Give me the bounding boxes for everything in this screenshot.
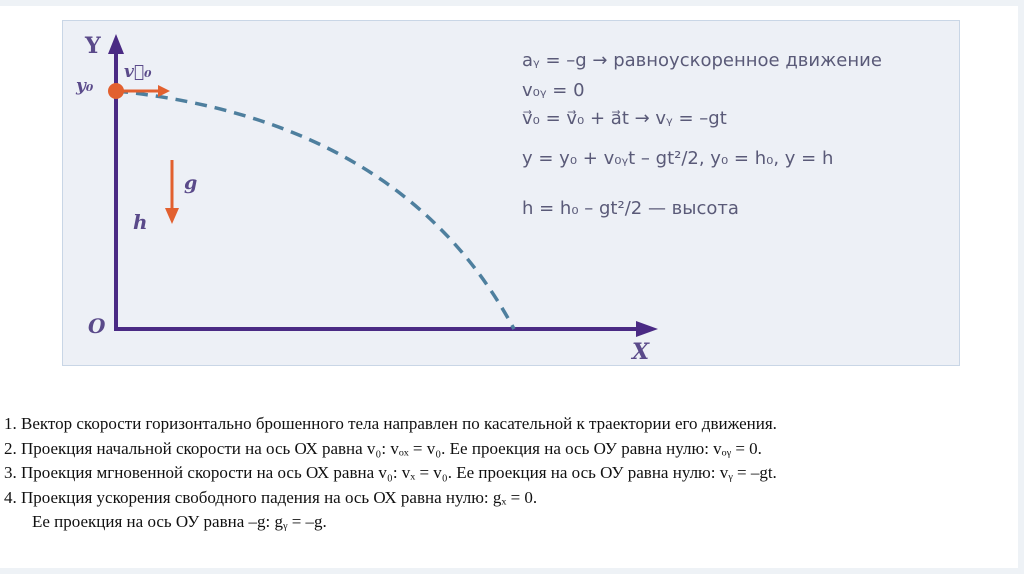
slide-right-border xyxy=(1018,0,1024,574)
y-axis-arrowhead xyxy=(108,34,124,54)
gravity-arrowhead xyxy=(165,208,179,224)
note-item: 3. Проекция мгновенной скорости на ось ОХ равна v₀: vₓ = v₀. Ее проекция на ось ОУ равна нулю: vᵧ = –gt. xyxy=(4,463,777,482)
origin-label: O xyxy=(88,314,106,338)
note-item: Ее проекция на ось ОУ равна –g: gᵧ = –g. xyxy=(32,512,327,531)
start-point xyxy=(108,83,124,99)
height-label: h xyxy=(133,210,148,234)
equation-position: y = y₀ + v₀ᵧt – gt²/2, y₀ = h₀, y = h xyxy=(522,148,834,169)
x-axis-label: X xyxy=(632,339,650,365)
note-item: 1. Вектор скорости горизонтально брошенного тела направлен по касательной к траектории его движения. xyxy=(4,414,777,433)
velocity-arrowhead xyxy=(158,85,170,97)
note-item: 2. Проекция начальной скорости на ось ОХ равна v₀: vₒₓ = v₀. Ее проекция на ось ОУ равна нулю: vₒᵧ = 0. xyxy=(4,438,762,458)
equation-acceleration: aᵧ = –g → равноускоренное движение xyxy=(522,50,882,71)
gravity-label: g xyxy=(184,172,198,194)
equation-height: h = h₀ – gt²/2 — высота xyxy=(522,198,739,219)
note-item: 4. Проекция ускорения свободного падения на ось ОХ равна нулю: gₓ = 0. xyxy=(4,487,538,507)
start-height-label: y₀ xyxy=(76,76,94,96)
y-axis-label: Y xyxy=(85,33,101,59)
slide-bottom-border xyxy=(0,568,1024,574)
velocity-label: v⃗₀ xyxy=(124,62,152,82)
equation-initial-vy: v₀ᵧ = 0 xyxy=(522,80,585,101)
slide-top-border xyxy=(0,0,1024,6)
equation-velocity: v⃗₀ = v⃗₀ + a⃗t → vᵧ = –gt xyxy=(522,108,727,129)
notes-list xyxy=(4,412,1014,535)
x-axis-arrowhead xyxy=(636,321,658,337)
